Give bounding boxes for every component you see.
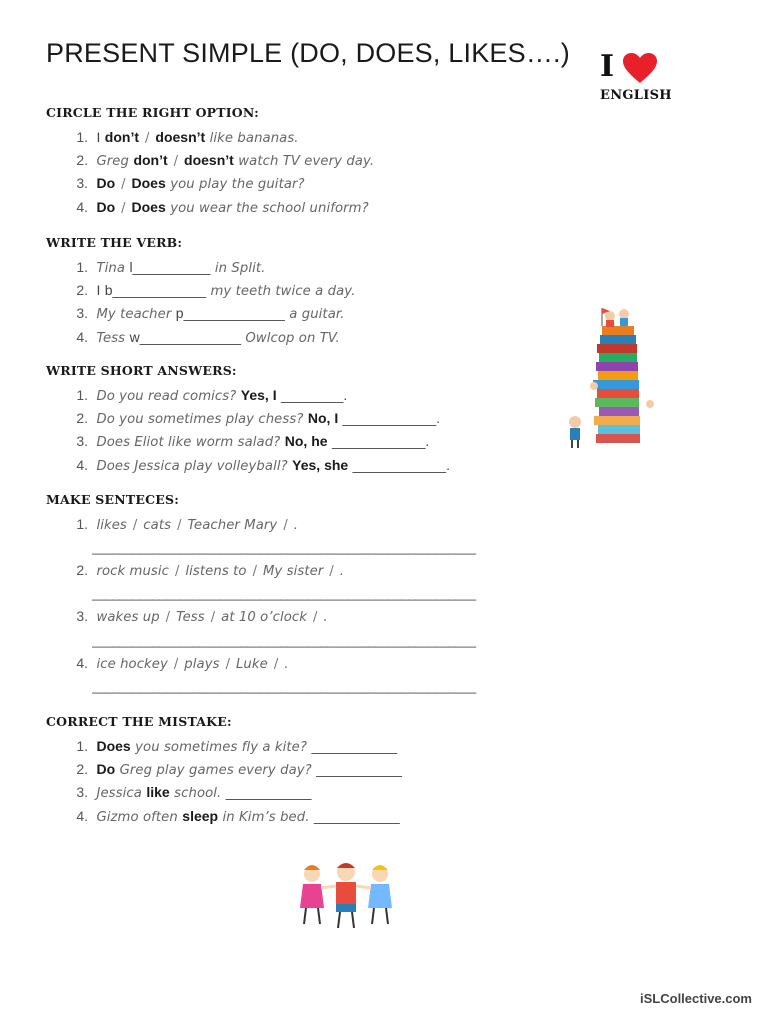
list-item <box>46 256 586 279</box>
question-text: Do you read comics? <box>96 389 237 404</box>
section-circle-option <box>46 104 586 219</box>
item-number: 3. <box>76 175 88 192</box>
answer-start: Yes, I <box>240 387 277 403</box>
answer-blank: ___________ <box>311 738 398 754</box>
word-separator: / <box>329 564 334 580</box>
list-item <box>46 302 586 325</box>
list-item <box>46 758 586 781</box>
word-separator: / <box>210 610 216 626</box>
list-item <box>46 735 586 758</box>
site-watermark: iSLCollective.com <box>640 991 752 1006</box>
option-separator: / <box>173 154 179 170</box>
answer-line: _________________________________________________________ <box>92 632 476 648</box>
word-chunk: ice hockey <box>96 656 168 672</box>
item-number: 3. <box>76 608 88 625</box>
option-one: Do <box>96 175 116 192</box>
answer-blank: ________. <box>281 387 348 403</box>
answer-blank: l__________ <box>129 259 211 275</box>
word-chunk: Tess <box>176 610 205 626</box>
mistake-word: Does <box>96 738 131 754</box>
answer-blank: ___________ <box>316 761 402 778</box>
option-separator: / <box>145 131 150 146</box>
option-two: doesn’t <box>184 152 234 169</box>
answer-blank: ____________. <box>331 433 430 450</box>
section-make-sentences <box>46 491 586 698</box>
item-number: 1. <box>76 516 88 532</box>
list-item <box>46 407 586 430</box>
item-rest: school. <box>174 786 222 802</box>
word-separator: / <box>252 564 257 580</box>
answer-start: No, he <box>284 433 328 450</box>
item-subject: Gizmo often <box>96 809 178 825</box>
answer-blank: b____________ <box>104 282 207 299</box>
option-two: Does <box>131 198 166 215</box>
sentence-end: . <box>293 518 298 533</box>
word-chunk: listens to <box>185 564 247 580</box>
question-text: Do you sometimes play chess? <box>96 412 304 428</box>
list-item <box>46 559 586 582</box>
item-rest: watch TV every day. <box>238 154 375 170</box>
exercise-list <box>46 256 586 349</box>
item-number: 4. <box>76 328 88 345</box>
option-separator: / <box>121 200 126 216</box>
mistake-word: like <box>146 784 170 801</box>
answer-line: _________________________________________________________ <box>92 540 476 556</box>
item-rest: you sometimes fly a kite? <box>135 740 307 755</box>
item-number: 1. <box>76 738 88 754</box>
word-separator: / <box>273 656 279 672</box>
heart-icon <box>622 52 658 84</box>
answer-line: _________________________________________________________ <box>92 586 476 602</box>
answer-blank: p_____________ <box>175 305 285 322</box>
item-number: 1. <box>76 129 88 145</box>
exercise-list <box>46 126 586 219</box>
item-number: 4. <box>76 807 88 824</box>
item-subject: I <box>96 129 101 145</box>
word-chunk: My sister <box>262 564 324 580</box>
answer-blank: ____________. <box>342 410 440 427</box>
item-rest: Owlcop on TV. <box>245 330 340 346</box>
word-separator: / <box>132 518 138 533</box>
answer-blank: w_____________ <box>129 328 241 345</box>
section-heading: CORRECT THE MISTAKE: <box>46 714 232 729</box>
option-one: don’t <box>133 152 168 169</box>
section-heading: WRITE THE VERB: <box>46 235 183 250</box>
word-separator: / <box>173 656 179 672</box>
word-separator: / <box>165 610 171 626</box>
book-stack-illustration <box>566 304 658 450</box>
word-chunk: cats <box>143 518 172 533</box>
mistake-word: sleep <box>182 807 219 824</box>
word-chunk: at 10 o’clock <box>221 610 307 626</box>
item-number: 2. <box>76 152 88 169</box>
option-two: doesn’t <box>155 129 206 145</box>
section-heading: WRITE SHORT ANSWERS: <box>46 363 237 378</box>
worksheet-title: PRESENT SIMPLE (DO, DOES, LIKES….) <box>46 38 570 68</box>
logo-word: ENGLISH <box>600 88 672 103</box>
list-item <box>46 279 586 302</box>
item-number: 2. <box>76 562 88 579</box>
section-correct-mistake <box>46 713 586 828</box>
answer-start: Yes, she <box>292 456 349 473</box>
question-text: Does Jessica play volleyball? <box>96 458 288 474</box>
word-chunk: Luke <box>235 656 268 672</box>
exercise-list <box>46 513 586 698</box>
answer-start: No, I <box>307 410 339 427</box>
list-item <box>46 805 586 828</box>
sentence-end: . <box>284 656 289 672</box>
item-subject: My teacher <box>96 307 172 323</box>
list-item <box>46 781 586 804</box>
item-number: 4. <box>76 654 88 671</box>
section-short-answers <box>46 362 586 477</box>
word-separator: / <box>177 518 182 533</box>
item-subject: Greg <box>96 154 129 170</box>
item-subject: I <box>96 282 101 299</box>
list-item <box>46 384 586 407</box>
item-number: 4. <box>76 456 88 473</box>
item-rest: in Split. <box>214 261 266 276</box>
word-separator: / <box>225 656 230 672</box>
word-chunk: rock music <box>96 564 170 580</box>
item-rest: my teeth twice a day. <box>210 284 356 300</box>
list-item <box>46 652 586 675</box>
word-chunk: Teacher Mary <box>187 518 278 533</box>
item-subject: Tess <box>96 330 126 346</box>
list-item <box>46 149 586 172</box>
word-separator: / <box>175 564 180 580</box>
item-rest: in Kim’s bed. <box>222 809 310 825</box>
exercise-list <box>46 735 586 828</box>
i-love-english-logo <box>600 49 690 108</box>
list-item <box>46 605 586 628</box>
answer-blank: ___________ <box>313 807 400 824</box>
list-item <box>46 326 586 349</box>
section-heading: CIRCLE THE RIGHT OPTION: <box>46 105 259 120</box>
list-item <box>46 513 586 536</box>
exercise-list <box>46 384 586 477</box>
option-one: Do <box>96 198 116 215</box>
item-number: 2. <box>76 761 88 778</box>
word-chunk: wakes up <box>96 610 160 626</box>
item-number: 3. <box>76 305 88 322</box>
item-number: 3. <box>76 784 88 801</box>
item-rest: you play the guitar? <box>170 177 305 193</box>
children-illustration <box>290 858 402 932</box>
option-one: don’t <box>104 129 140 145</box>
list-item <box>46 126 586 149</box>
word-chunk: plays <box>184 656 220 672</box>
answer-blank: ____________. <box>352 456 450 473</box>
item-rest: you wear the school uniform? <box>170 200 369 216</box>
item-subject: Tina <box>96 261 126 276</box>
sentence-end: . <box>339 564 345 580</box>
item-number: 3. <box>76 433 88 450</box>
item-number: 2. <box>76 410 88 427</box>
list-item <box>46 454 586 477</box>
list-item <box>46 172 586 195</box>
option-two: Does <box>131 175 166 192</box>
item-number: 1. <box>76 259 88 275</box>
item-rest: Greg play games every day? <box>119 763 312 779</box>
word-separator: / <box>283 518 288 533</box>
item-rest: a guitar. <box>289 307 345 323</box>
item-rest: like bananas. <box>209 131 299 146</box>
logo-letter-i: I <box>600 49 615 84</box>
word-chunk: likes <box>96 518 127 533</box>
list-item <box>46 196 586 219</box>
item-number: 2. <box>76 282 88 299</box>
word-separator: / <box>313 610 318 626</box>
answer-line: _________________________________________________________ <box>92 678 476 694</box>
answer-blank: ___________ <box>225 784 312 801</box>
item-number: 1. <box>76 387 88 403</box>
sentence-end: . <box>323 610 328 626</box>
mistake-word: Do <box>96 761 116 778</box>
item-subject: Jessica <box>96 786 142 802</box>
item-number: 4. <box>76 198 88 215</box>
question-text: Does Eliot like worm salad? <box>96 435 281 451</box>
list-item <box>46 430 586 453</box>
section-write-verb <box>46 234 586 349</box>
option-separator: / <box>121 177 126 193</box>
section-heading: MAKE SENTECES: <box>46 492 180 507</box>
